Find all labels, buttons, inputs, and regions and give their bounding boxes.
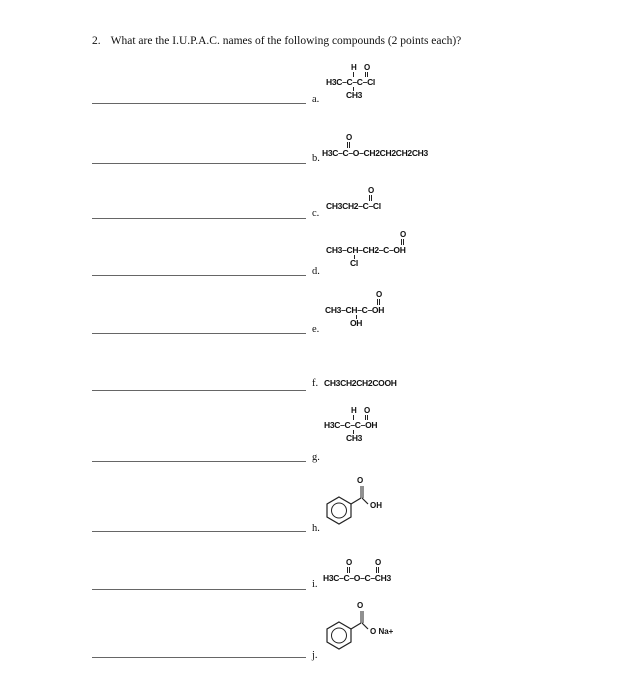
formula-main: CH3–CH–CH2–C–OH	[326, 245, 406, 255]
benzene-ring-icon	[324, 495, 354, 525]
o-atom: O	[346, 558, 353, 567]
item-label-h: h.	[312, 523, 320, 534]
formula-sub: OH	[350, 318, 363, 328]
structure-f: CH3CH2CH2COOH	[324, 378, 397, 388]
o-atom: O	[368, 186, 375, 195]
formula-main: CH3CH2–C–Cl	[326, 201, 381, 211]
item-label-j: j.	[312, 650, 318, 661]
o-atom: O	[364, 406, 371, 415]
item-label-e: e.	[312, 324, 320, 335]
o-atom: O	[357, 476, 364, 485]
answer-line-i[interactable]	[92, 589, 306, 590]
formula-main: CH3–CH–C–OH	[325, 305, 385, 315]
question-title	[92, 35, 461, 47]
item-label-i: i.	[312, 579, 318, 590]
answer-line-a[interactable]	[92, 103, 306, 104]
substituent: OH	[370, 501, 382, 510]
answer-line-f[interactable]	[92, 390, 306, 391]
formula-sub: CH3	[346, 90, 363, 100]
o-atom: O	[364, 63, 371, 72]
h-atom: H	[351, 63, 357, 72]
answer-line-e[interactable]	[92, 333, 306, 334]
item-label-f: f.	[312, 378, 319, 389]
question-number: 2.	[92, 35, 101, 47]
item-label-d: d.	[312, 266, 320, 277]
item-label-g: g.	[312, 452, 320, 463]
o-atom: O	[357, 601, 364, 610]
formula-main: H3C–C–C–Cl	[326, 77, 375, 87]
formula-main: H3C–C–C–OH	[324, 420, 378, 430]
answer-line-g[interactable]	[92, 461, 306, 462]
item-label-c: c.	[312, 208, 320, 219]
question-text: What are the I.U.P.A.C. names of the following compounds (2 points each)?	[110, 35, 462, 47]
item-label-a: a.	[312, 94, 320, 105]
formula-sub: Cl	[350, 258, 358, 268]
o-atom: O	[375, 558, 382, 567]
h-atom: H	[351, 406, 357, 415]
o-atom: O	[346, 133, 353, 142]
answer-line-c[interactable]	[92, 218, 306, 219]
item-label-b: b.	[312, 153, 320, 164]
formula-main: H3C–C–O–CH2CH2CH2CH3	[322, 148, 428, 158]
o-atom: O	[400, 230, 407, 239]
formula-main: H3C–C–O–C–CH3	[323, 573, 391, 583]
answer-line-j[interactable]	[92, 657, 306, 658]
answer-line-d[interactable]	[92, 275, 306, 276]
o-atom: O	[376, 290, 383, 299]
benzene-ring-icon	[324, 620, 354, 650]
formula-sub: CH3	[346, 433, 363, 443]
substituent: O Na+	[370, 627, 394, 636]
answer-line-b[interactable]	[92, 163, 306, 164]
answer-line-h[interactable]	[92, 531, 306, 532]
